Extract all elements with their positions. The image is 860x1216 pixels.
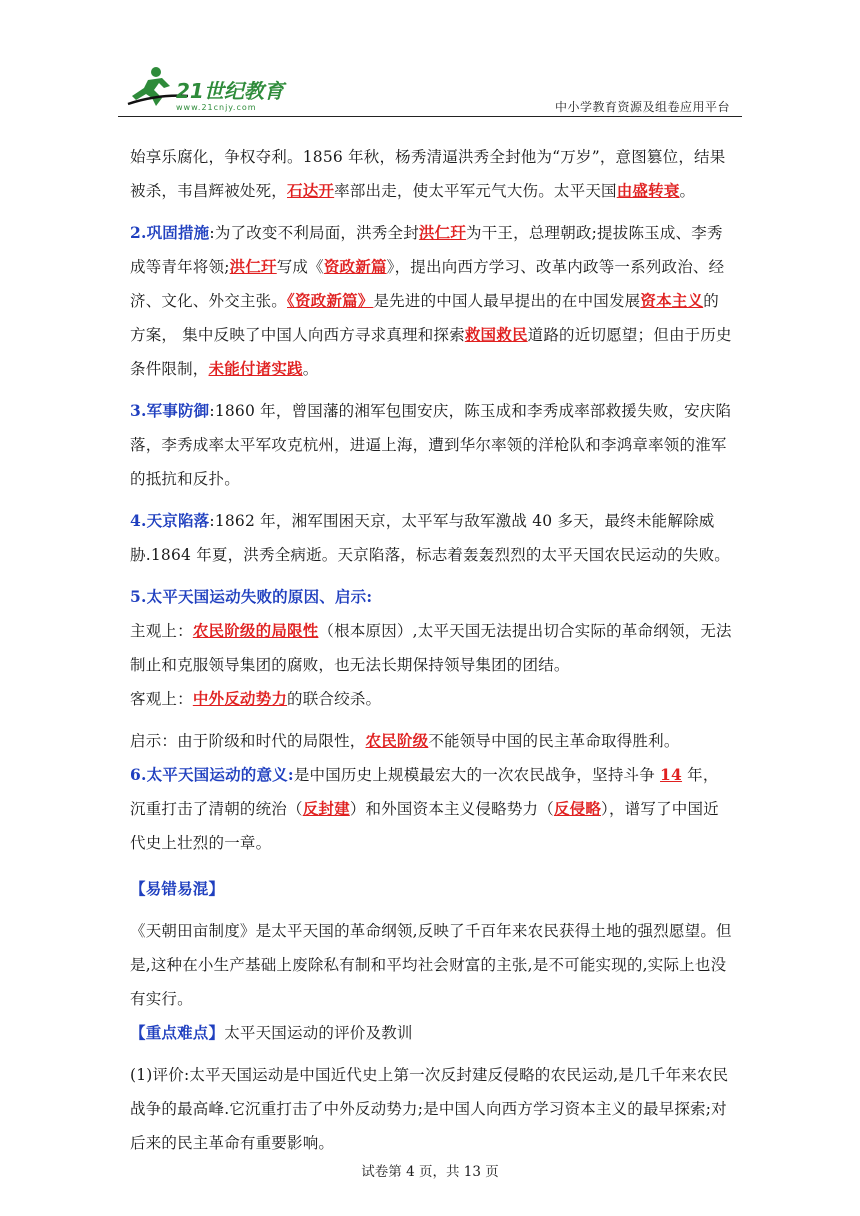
header-rule xyxy=(118,116,742,117)
paragraph-reasons-heading xyxy=(130,580,734,614)
tag-key-points: 【重点难点】 xyxy=(130,1023,225,1042)
section-heading: 6.太平天国运动的意义: xyxy=(130,765,294,784)
paragraph-consolidation: 2.巩固措施:为了改变不利局面，洪秀全封洪仁玕为干王，总理朝政;提拔陈玉成、李秀成等青年将领;洪仁玕写成《资政新篇》，提出向西方学习、改革内政等一系列政治、经济、文化、外交主张。《资政新篇》是先进的中国人最早提出的在中国发展资本主义的方案， 集中反映了中国人向西方寻求真理和探索救国救民道路的近切愿望；但由于历史条件限制，未能付诸实践。 xyxy=(130,223,732,378)
paragraph-objective: 客观上：中外反动势力的联合绞杀。 xyxy=(130,689,382,708)
tag-confusing: 【易错易混】 xyxy=(130,879,225,898)
section-heading: 4.天京陷落 xyxy=(130,511,210,530)
paragraph-evaluation: (1)评价:太平天国运动是中国近代史上第一次反封建反侵略的农民运动,是几千年来农民战争的最高峰.它沉重打击了中外反动势力;是中国人向西方学习资本主义的最早探索;对后来的民主革命有重要影响。 xyxy=(130,1066,729,1152)
paragraph-fall: 4.天京陷落:1862 年，湘军围困天京，太平军与敌军激战 40 多天，最终未能解除威胁.1864 年夏，洪秀全病逝。天京陷落，标志着轰轰烈烈的太平天国农民运动的失败。 xyxy=(130,511,731,564)
logo-text: 21世纪教育 xyxy=(176,79,284,103)
section-heading: 3.军事防御 xyxy=(130,401,210,420)
paragraph-land-system: 《天朝田亩制度》是太平天国的革命纲领,反映了千百年来农民获得土地的强烈愿望。但是,这种在小生产基础上废除私有制和平均社会财富的主张,是不可能实现的,实际上也没有实行。 xyxy=(130,922,732,1008)
page-header xyxy=(118,60,742,118)
page-footer: 试卷第 4 页，共 13 页 xyxy=(361,1164,499,1180)
document-body xyxy=(130,140,734,1160)
section-heading: 5.太平天国运动失败的原因、启示: xyxy=(130,587,373,606)
paragraph-military: 3.军事防御:1860 年，曾国藩的湘军包围安庆，陈玉成和李秀成率部救援失败，安庆陷落，李秀成率太平军攻克杭州，进逼上海，遭到华尔率领的洋枪队和李鸿章率领的淮军的抵抗和反扑。 xyxy=(130,401,732,488)
logo-url: www.21cnjy.com xyxy=(176,103,257,112)
paragraph-subjective: 主观上：农民阶级的局限性（根本原因）,太平天国无法提出切合实际的革命纲领，无法制止和克服领导集团的腐败，也无法长期保持领导集团的团结。 xyxy=(130,621,732,674)
paragraph-lesson: 启示：由于阶级和时代的局限性，农民阶级不能领导中国的民主革命取得胜利。 xyxy=(130,731,680,750)
logo xyxy=(118,60,318,118)
runner-logo-icon xyxy=(118,60,318,118)
paragraph-significance: 6.太平天国运动的意义:是中国历史上规模最宏大的一次农民战争，坚持斗争 14 年，沉重打击了清朝的统治（反封建）和外国资本主义侵略势力（反侵略），谱写了中国近代史上壮烈的一章。 xyxy=(130,765,719,852)
platform-name: 中小学教育资源及组卷应用平台 xyxy=(554,100,730,114)
paragraph-split: 始享乐腐化，争权夺利。1856 年秋，杨秀清逼洪秀全封他为“万岁”，意图篡位，结果被杀，韦昌辉被处死，石达开率部出走，使太平军元气大伤。太平天国由盛转衰。 xyxy=(130,148,726,200)
paragraph-tag-key: 【重点难点】太平天国运动的评价及教训 xyxy=(130,1023,413,1042)
paragraph-tag-confusing xyxy=(130,872,734,906)
section-heading: 2.巩固措施 xyxy=(130,223,210,242)
